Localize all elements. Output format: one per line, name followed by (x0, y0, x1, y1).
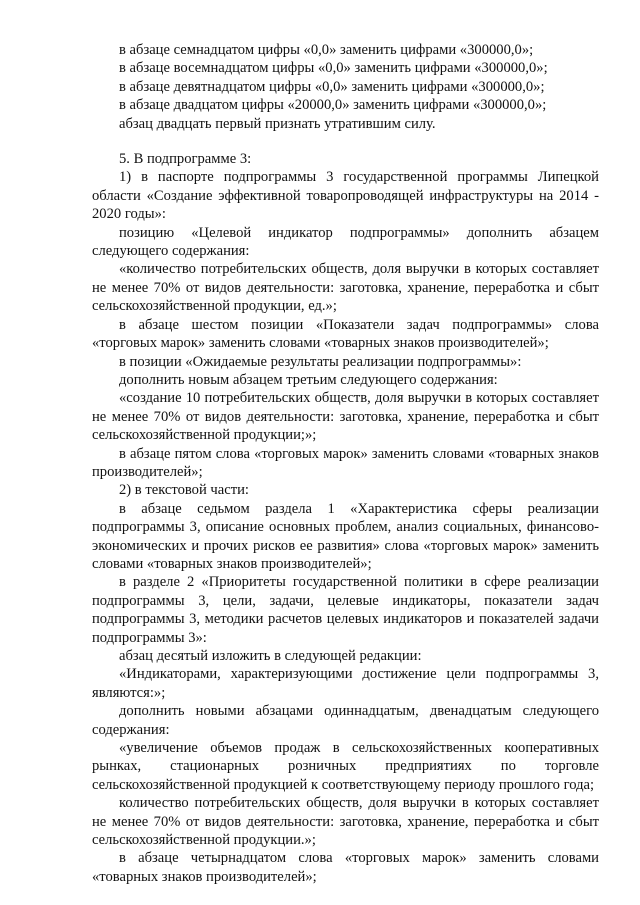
paragraph: в абзаце четырнадцатом слова «торговых марок» заменить словами «товарных знаков производителей»; (92, 850, 599, 885)
paragraph: в разделе 2 «Приоритеты государственной политики в сфере реализации подпрограммы 3, цели, задачи, целевые индикаторы, показатели задач подпрограммы 3, методики расчетов целевых индикаторов и показателей задачи подпрограммы 3»: (92, 574, 599, 646)
paragraph: в позиции «Ожидаемые результаты реализации подпрограммы»: (119, 353, 522, 370)
paragraph: в абзаце седьмом раздела 1 «Характеристика сферы реализации подпрограммы 3, описание основных проблем, анализ социальных, финансово-экономических и прочих рисков ее развития» слова «торговых марок» заменить словами «товарных знаков производителей»; (92, 500, 599, 572)
paragraph: позицию «Целевой индикатор подпрограммы» дополнить абзацем следующего содержания: (92, 224, 599, 260)
paragraph: 5. В подпрограмме 3: (119, 151, 252, 168)
paragraph: в абзаце девятнадцатом цифры «0,0» заменить цифрами «300000,0»; (119, 78, 545, 95)
paragraph: «создание 10 потребительских обществ, доля выручки в которых составляет не менее 70% от видов деятельности: заготовка, хранение, переработка и сбыт сельскохозяйственной продукции;»; (92, 390, 599, 444)
document-body (92, 41, 599, 886)
paragraph: дополнить новыми абзацами одиннадцатым, двенадцатым следующего содержания: (92, 703, 599, 738)
paragraph: «Индикаторами, характеризующими достижение цели подпрограммы 3, являются:»; (92, 666, 599, 701)
paragraph: в абзаце восемнадцатом цифры «0,0» заменить цифрами «300000,0»; (119, 60, 548, 77)
paragraph: 2) в текстовой части: (119, 482, 249, 499)
paragraph: в абзаце шестом позиции «Показатели задач подпрограммы» слова «торговых марок» заменить словами «товарных знаков производителей»; (92, 316, 599, 352)
paragraph: абзац десятый изложить в следующей редакции: (119, 648, 422, 664)
paragraph: в абзаце семнадцатом цифры «0,0» заменить цифрами «300000,0»; (119, 42, 534, 58)
paragraph: «увеличение объемов продаж в сельскохозяйственных кооперативных рынках, стационарных розничных предприятиях по торговле сельскохозяйственной продукцией к соответствующему периоду прошлого года; (92, 740, 599, 793)
paragraph: 1) в паспорте подпрограммы 3 государственной программы Липецкой области «Создание эффективной товаропроводящей инфраструктуры на 2014 - 2020 годы»: (92, 169, 599, 223)
paragraph: дополнить новым абзацем третьим следующего содержания: (119, 371, 498, 388)
paragraph: в абзаце пятом слова «торговых марок» заменить словами «товарных знаков производителей»; (92, 445, 599, 480)
paragraph: абзац двадцать первый признать утратившим силу. (119, 115, 436, 132)
paragraph: «количество потребительских обществ, доля выручки в которых составляет не менее 70% от видов деятельности: заготовка, хранение, переработка и сбыт сельскохозяйственной продукции, ед.»; (92, 261, 599, 315)
paragraph: в абзаце двадцатом цифры «20000,0» заменить цифрами «300000,0»; (119, 97, 547, 114)
paragraph: количество потребительских обществ, доля выручки в которых составляет не менее 70% от видов деятельности: заготовка, хранение, переработка и сбыт сельскохозяйственной продукции.»; (92, 795, 599, 849)
paragraph-spacer (92, 133, 599, 150)
